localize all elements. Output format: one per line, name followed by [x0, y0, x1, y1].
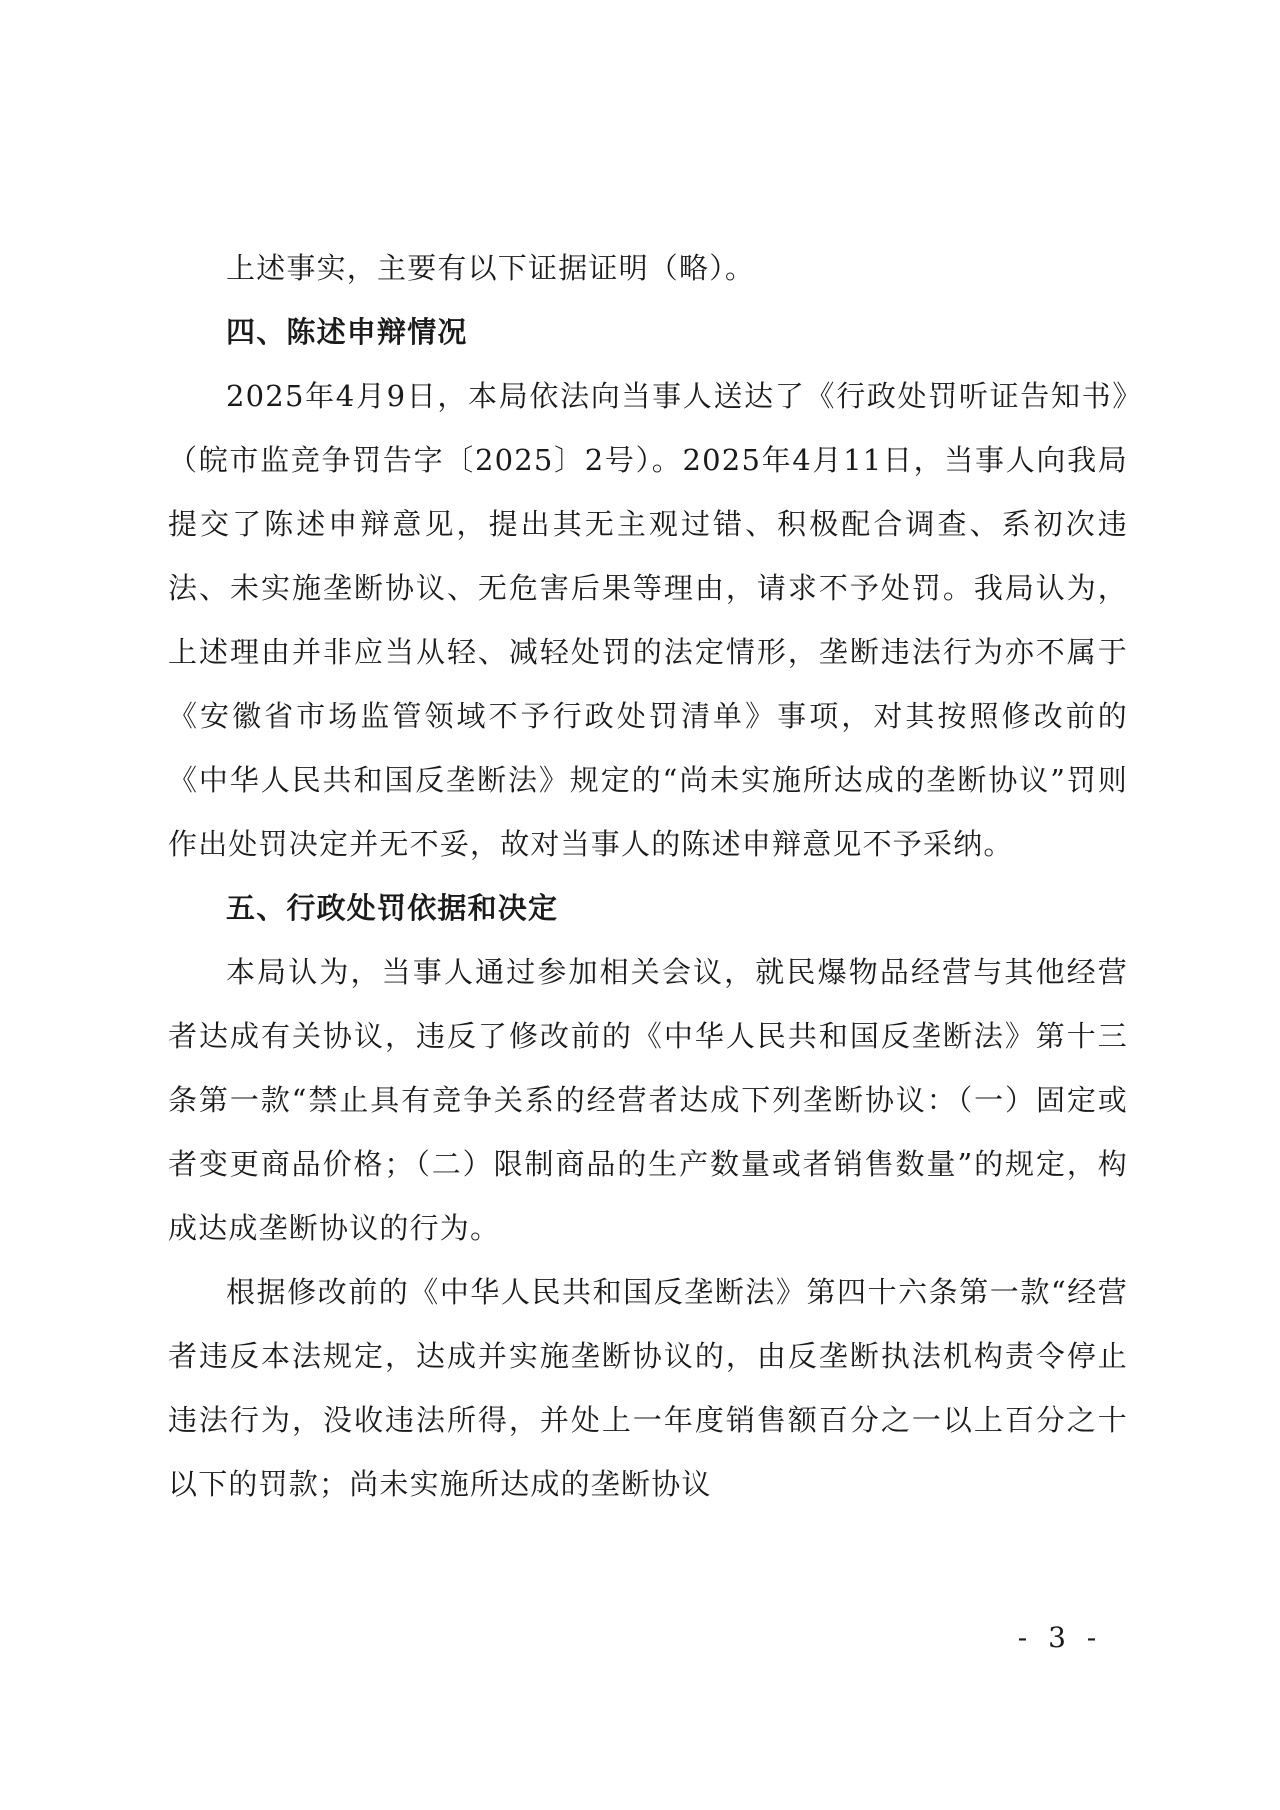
evidence-paragraph: 上述事实，主要有以下证据证明（略）。	[226, 251, 756, 285]
legal-basis-paragraph: 根据修改前的《中华人民共和国反垄断法》第四十六条第一款“经营者违反本法规定，达成并实施垄断协议的，由反垄断执法机构责令停止违法行为，没收违法所得，并处上一年度销售额百分之一以上百分之十以下的罚款；尚未实施所达成的垄断协议	[168, 1275, 1128, 1501]
document-body	[168, 236, 1128, 1516]
section-heading-statement-defense: 四、陈述申辩情况	[226, 315, 468, 349]
statement-defense-paragraph: 2025年4月9日，本局依法向当事人送达了《行政处罚听证告知书》（皖市监竞争罚告字〔2025〕2号）。2025年4月11日，当事人向我局提交了陈述申辩意见，提出其无主观过错、积极配合调查、系初次违法、未实施垄断协议、无危害后果等理由，请求不予处罚。我局认为，上述理由并非应当从轻、减轻处罚的法定情形，垄断违法行为亦不属于《安徽省市场监管领域不予行政处罚清单》事项，对其按照修改前的《中华人民共和国反垄断法》规定的“尚未实施所达成的垄断协议”罚则作出处罚决定并无不妥，故对当事人的陈述申辩意见不予采纳。	[168, 379, 1128, 861]
penalty-finding-paragraph: 本局认为，当事人通过参加相关会议，就民爆物品经营与其他经营者达成有关协议，违反了修改前的《中华人民共和国反垄断法》第十三条第一款“禁止具有竞争关系的经营者达成下列垄断协议：（一）固定或者变更商品价格；（二）限制商品的生产数量或者销售数量”的规定，构成达成垄断协议的行为。	[168, 955, 1128, 1245]
page-number: - 3 -	[1017, 1621, 1103, 1654]
section-heading-penalty-basis: 五、行政处罚依据和决定	[226, 891, 559, 925]
